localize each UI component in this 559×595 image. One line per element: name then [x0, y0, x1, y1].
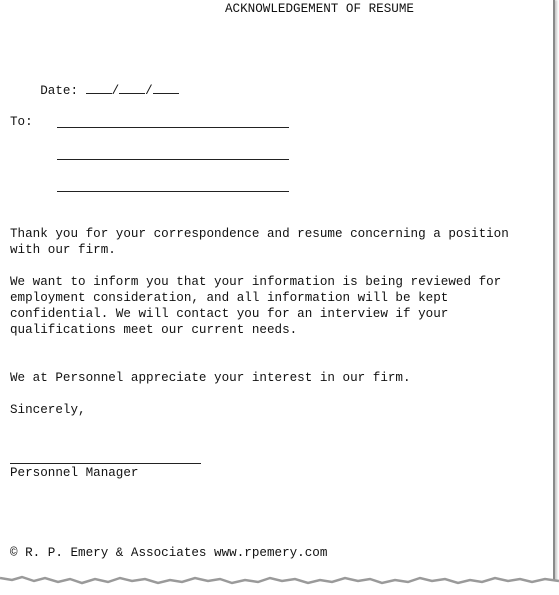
- paragraph-review: We want to inform you that your information is being reviewed for employment consideration, and all information will be kept confidential. We will contact you for an interview if your qualifications meet our current needs.: [10, 275, 502, 337]
- date-blank-day[interactable]: [119, 81, 145, 94]
- footer-copyright: © R. P. Emery & Associates www.rpemery.com: [10, 546, 328, 560]
- address-line-1[interactable]: [57, 127, 289, 128]
- date-separator-2: /: [145, 84, 153, 98]
- to-label: To:: [10, 115, 33, 129]
- paragraph-appreciation: We at Personnel appreciate your interest in our firm.: [10, 371, 411, 385]
- date-label: Date:: [40, 84, 79, 98]
- torn-edge: [0, 570, 559, 595]
- document-title: ACKNOWLEDGEMENT OF RESUME: [225, 2, 414, 16]
- signature-title: Personnel Manager: [10, 466, 139, 480]
- date-blank-year[interactable]: [153, 81, 179, 94]
- address-line-2[interactable]: [57, 159, 289, 160]
- date-line: [10, 65, 179, 115]
- signature-line[interactable]: [10, 463, 201, 464]
- address-line-3[interactable]: [57, 191, 289, 192]
- paragraph-thanks: Thank you for your correspondence and resume concerning a position with our firm.: [10, 227, 509, 257]
- closing: Sincerely,: [10, 403, 86, 417]
- date-blank-month[interactable]: [86, 81, 112, 94]
- date-separator-1: /: [111, 84, 120, 98]
